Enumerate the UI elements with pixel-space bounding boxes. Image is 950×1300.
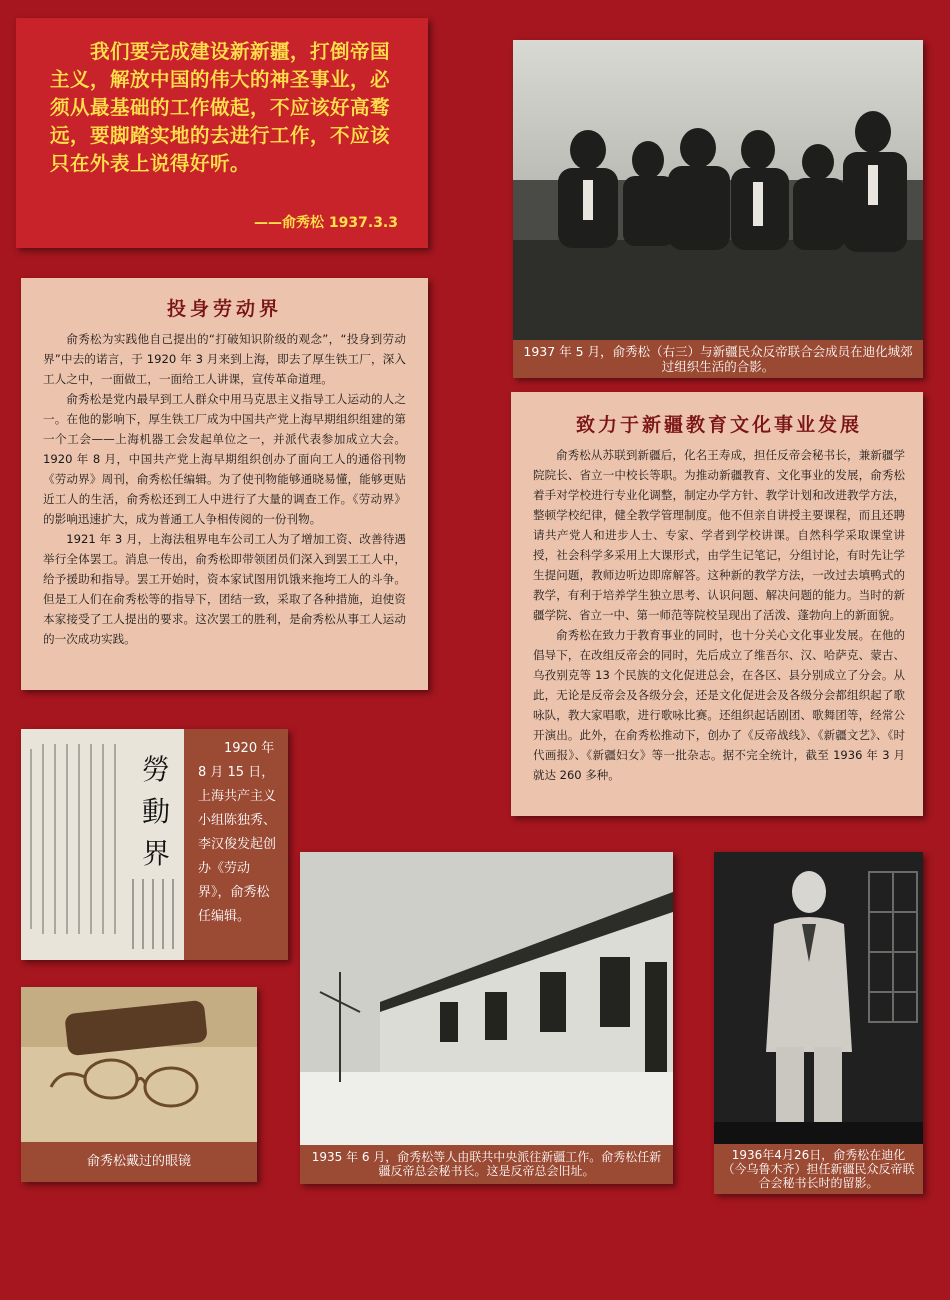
glasses-photo [21,987,257,1142]
quote-box [16,18,428,248]
education-paragraph: 俞秀松在致力于教育事业的同时，也十分关心文化事业发展。在他的倡导下，在改组反帝会的同时，先后成立了维吾尔、汉、哈萨克、蒙古、乌孜别克等 13 个民族的文化促进总会，在各区、县分别成立了分会。从此，无论是反帝会及各级分会，还是文化促进会及各级分会都组织起了歌咏队，教大家唱歌，进行歌咏比赛。还组织起话剧团、歌舞团等，经常公开演出。此外，在俞秀松推动下，创办了《反帝战线》、《新疆文艺》、《时代画报》、《新疆妇女》等一批杂志。据不完全统计，截至 1936 年 3 月就达 260 多种。 [533,628,905,782]
newspaper-caption: 1920 年 8 月 15 日，上海共产主义小组陈独秀、李汉俊发起创办《劳动界》，俞秀松任编辑。 [184,729,288,960]
building-photo-caption: 1935 年 6 月，俞秀松等人由联共中央派往新疆工作。俞秀松任新疆反帝总会秘书长。这是反帝总会旧址。 [300,1145,673,1184]
quote-attribution: ——俞秀松 1937.3.3 [254,215,398,231]
group-photo-frame [513,40,923,378]
newspaper-masthead-char: 勞 [141,753,171,786]
glasses-photo-caption: 俞秀松戴过的眼镜 [21,1142,257,1182]
portrait-photo-frame [714,852,923,1194]
building-photo-frame [300,852,673,1184]
newspaper-masthead-char: 動 [141,795,171,828]
portrait-photo [714,852,923,1144]
building-photo [300,852,673,1145]
quote-text: 我们要完成建设新新疆，打倒帝国主义，解放中国的伟大的神圣事业，必须从最基础的工作做起，不应该好高骛远，要脚踏实地的去进行工作，不应该只在外表上说得好听。 [50,40,391,175]
labor-paragraph: 1921 年 3 月，上海法租界电车公司工人为了增加工资、改善待遇举行全体罢工。消息一传出，俞秀松即带领团员们深入到罢工工人中，给予援助和指导。罢工开始时，资本家试图用饥饿来拖垮工人的斗争。但是工人们在俞秀松等的指导下，团结一致，采取了各种措施，迫使资本家接受了工人提出的要求。这次罢工的胜利，是俞秀松从事工人运动的一次成功实践。 [43,532,406,646]
labor-section-title: 投身劳动界 [166,298,282,320]
portrait-photo-caption: 1936年4月26日，俞秀松在迪化（今乌鲁木齐）担任新疆民众反帝联合会秘书长时的留影。 [714,1144,923,1194]
labor-section-panel [21,278,428,690]
labor-paragraph: 俞秀松是党内最早到工人群众中用马克思主义指导工人运动的人之一。在他的影响下，厚生铁工厂成为中国共产党上海早期组织组建的第一个工会——上海机器工会发起单位之一，并派代表参加成立大会。1920 年 8 月，中国共产党上海早期组织创办了面向工人的通俗刊物《劳动界》周刊，俞秀松任编辑。为了使刊物能够通晓易懂，能够更贴近工人的生活，俞秀松还到工人中进行了大量的调查工作。《劳动界》的影响迅速扩大，成为普通工人争相传阅的一份刊物。 [43,392,406,526]
newspaper-masthead-char: 界 [141,837,171,870]
labor-paragraph: 俞秀松为实践他自己提出的“打破知识阶级的观念”，“投身到劳动界”中去的诺言，于 1920 年 3 月来到上海，即去了厚生铁工厂，深入工人之中，一面做工，一面给工人讲课，宣传革命道理。 [43,332,406,386]
education-section-title: 致力于新疆教育文化事业发展 [575,414,862,436]
newspaper-frame [21,729,288,960]
group-photo-caption: 1937 年 5 月，俞秀松（右三）与新疆民众反帝联合会成员在迪化城郊过组织生活的合影。 [513,340,923,378]
group-photo [513,40,923,340]
newspaper-photo [21,729,184,960]
education-paragraph: 俞秀松从苏联到新疆后，化名王寿成，担任反帝会秘书长，兼新疆学院院长、省立一中校长等职。为推动新疆教育、文化事业的发展，俞秀松着手对学校进行专业化调整，制定办学方针、教学计划和改进教学方法，整顿学校纪律，健全教学管理制度。他不但亲自讲授主要课程，而且还聘请共产党人和进步人士、专家、学者到学校讲课。自然科学采取课堂讲授，社会科学多采用上大课形式，由学生记笔记，分组讨论，有时先让学生提问题，教师边听边即席解答。这种新的教学方法，一改过去填鸭式的教学，有利于培养学生独立思考、认识问题、解决问题的能力。当时的新疆学院、省立一中、第一师范等院校呈现出了活泼、蓬勃向上的新面貌。 [533,448,905,622]
glasses-photo-frame [21,987,257,1182]
education-section-panel [511,392,923,816]
